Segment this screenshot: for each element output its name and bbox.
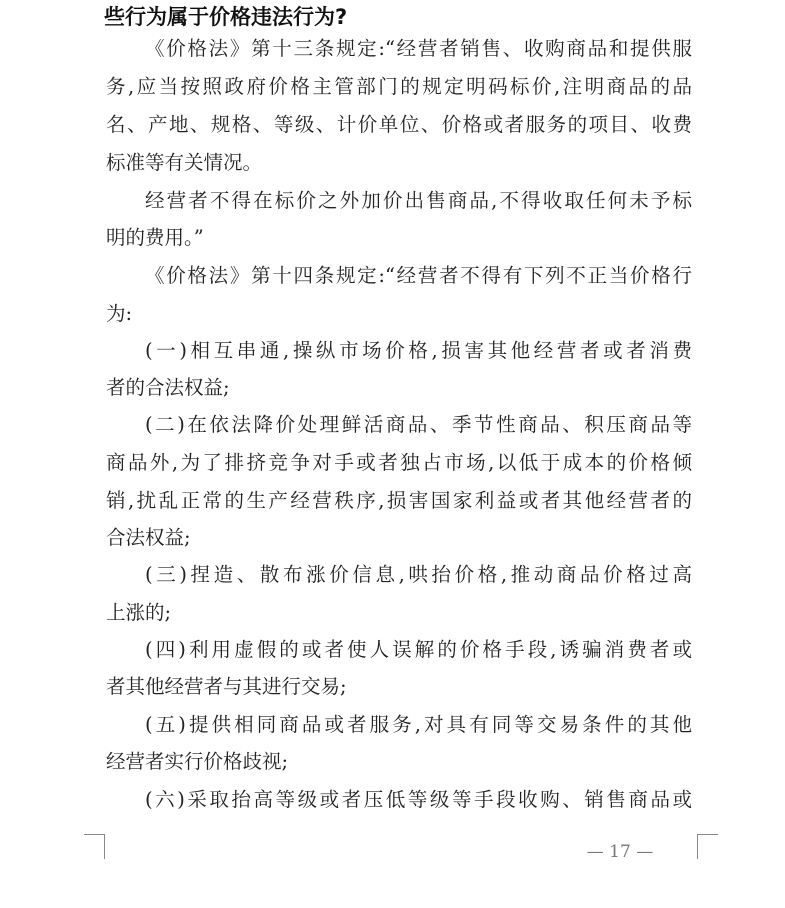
- paragraph-3-line-2: 为:: [106, 302, 133, 325]
- paragraph-5-line-4: 合法权益;: [106, 526, 191, 549]
- paragraph-1-line-2: 务,应当按照政府价格主管部门的规定明码标价,注明商品的品: [106, 75, 692, 98]
- paragraph-5-line-3: 销,扰乱正常的生产经营秩序,损害国家利益或者其他经营者的: [106, 489, 692, 512]
- paragraph-1-line-4: 标准等有关情况。: [106, 151, 263, 174]
- crop-mark-left: [84, 834, 105, 859]
- paragraph-8-line-2: 经营者实行价格歧视;: [106, 750, 289, 773]
- paragraph-5-line-1: (二)在依法降价处理鲜活商品、季节性商品、积压商品等: [145, 413, 692, 436]
- paragraph-2-line-1: 经营者不得在标价之外加价出售商品,不得收取任何未予标: [145, 189, 692, 212]
- paragraph-1-line-3: 名、产地、规格、等级、计价单位、价格或者服务的项目、收费: [106, 113, 692, 136]
- paragraph-7-line-1: (四)利用虚假的或者使人误解的价格手段,诱骗消费者或: [145, 638, 692, 661]
- paragraph-4-line-2: 者的合法权益;: [106, 376, 230, 399]
- paragraph-1-line-1: 《价格法》第十三条规定:“经营者销售、收购商品和提供服: [145, 37, 692, 60]
- crop-mark-right: [697, 834, 718, 859]
- section-heading: 些行为属于价格违法行为?: [104, 5, 348, 29]
- paragraph-8-line-1: (五)提供相同商品或者服务,对具有同等交易条件的其他: [145, 713, 692, 736]
- paragraph-9-line-1: (六)采取抬高等级或者压低等级等手段收购、销售商品或: [145, 788, 692, 811]
- paragraph-4-line-1: (一)相互串通,操纵市场价格,损害其他经营者或者消费: [145, 339, 692, 362]
- paragraph-6-line-2: 上涨的;: [106, 601, 172, 624]
- paragraph-3-line-1: 《价格法》第十四条规定:“经营者不得有下列不正当价格行: [145, 264, 692, 287]
- page-number: — 17 —: [586, 842, 654, 862]
- paragraph-6-line-1: (三)捏造、散布涨价信息,哄抬价格,推动商品价格过高: [145, 563, 692, 586]
- paragraph-2-line-2: 明的费用。”: [106, 226, 204, 249]
- paragraph-7-line-2: 者其他经营者与其进行交易;: [106, 675, 347, 698]
- paragraph-5-line-2: 商品外,为了排挤竞争对手或者独占市场,以低于成本的价格倾: [106, 451, 692, 474]
